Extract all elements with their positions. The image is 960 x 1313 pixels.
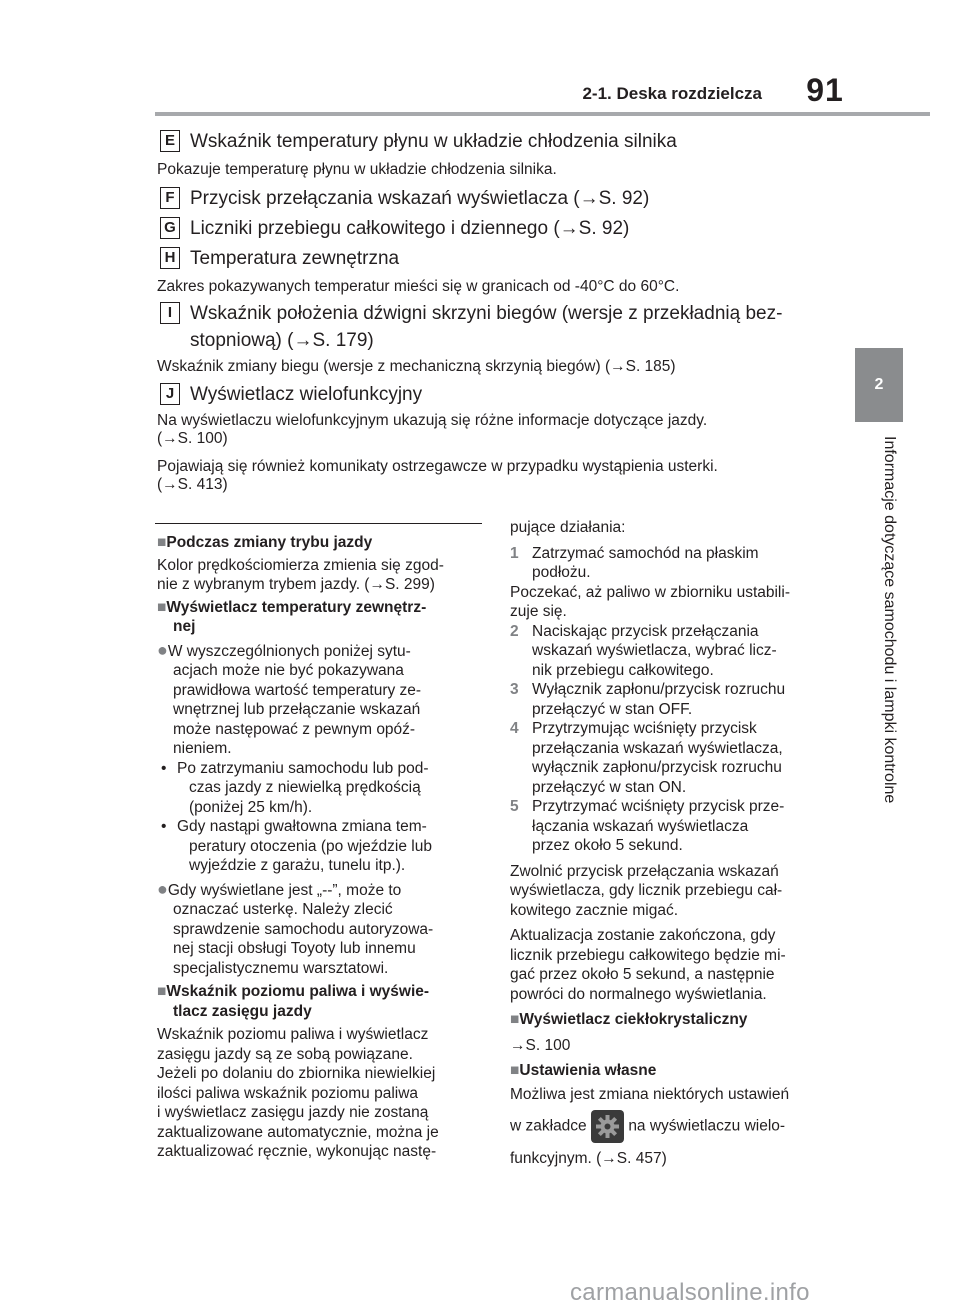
item-title: stopniową) (→S. 179) [190, 330, 374, 351]
item-description: Zakres pokazywanych temperatur mieści się w granicach od -40°C do 60°C. [157, 278, 680, 295]
paragraph: Zwolnić przycisk przełączania wskazań wyświetlacza, gdy licznik przebiegu cał- kowitego zacznie migać. [510, 862, 783, 919]
item-title: Wskaźnik temperatury płynu w układzie chłodzenia silnika [190, 131, 677, 152]
step-item: 4 Przytrzymując wciśnięty przycisk przełączania wskazań wyświetlacza, wyłącznik zapłonu/przycisk rozruchu przełączyć w stan ON. [510, 720, 783, 796]
item-description: Na wyświetlaczu wielofunkcyjnym ukazują się różne informacje dotyczące jazdy. [157, 412, 708, 429]
section-title: 2-1. Deska rozdzielcza [582, 84, 762, 103]
paragraph: pujące działania: [510, 519, 626, 536]
callout-letter: J [160, 383, 180, 405]
item-title: Przycisk przełączania wskazań wyświetlacza (→S. 92) [190, 188, 650, 209]
callout-letter: H [160, 247, 180, 269]
chapter-label: Informacje dotyczące samochodu i lampki kontrolne [881, 436, 898, 804]
watermark: carmanualsonline.info [570, 1279, 810, 1306]
subheading: ■Wskaźnik poziomu paliwa i wyświe- tlacz zasięgu jazdy [157, 983, 430, 1020]
item-description: (→S. 413) [157, 476, 228, 493]
item-title: Wskaźnik położenia dźwigni skrzyni biegów (wersje z przekładnią bez- [190, 303, 783, 324]
item-description: (→S. 100) [157, 430, 228, 447]
right-column [510, 518, 840, 1169]
paragraph: Wskaźnik poziomu paliwa i wyświetlacz zasięgu jazdy są ze sobą powiązane. Jeżeli po dolaniu do zbiornika niewielkiej ilości paliwa wskaźnik poziomu paliwa i wyświetlacz zasięgu jazdy nie zostaną zaktualizowane automatycznie, można je zaktualizować ręcznie, wykonując nastę- [157, 1026, 439, 1160]
paragraph: Możliwa jest zmiana niektórych ustawień [510, 1085, 790, 1103]
page-number: 91 [806, 72, 844, 108]
subheading: ■Wyświetlacz temperatury zewnętrz- nej [157, 598, 427, 635]
column-rule [155, 523, 482, 524]
paragraph: w zakładce na wyświetlaczu wielo- [510, 1110, 840, 1143]
dash-item: • Po zatrzymaniu samochodu lub pod- czas jazdy z niewielką prędkością (poniżej 25 km/h). [161, 759, 429, 816]
item-description: Pokazuje temperaturę płynu w układzie chłodzenia silnika. [157, 161, 557, 178]
header-rule [155, 112, 930, 116]
paragraph: Kolor prędkościomierza zmienia się zgod- nie z wybranym trybem jazdy. (→S. 299) [157, 556, 444, 593]
item-title: Wyświetlacz wielofunkcyjny [190, 384, 423, 405]
step-item: 5 Przytrzymać wciśnięty przycisk prze- łączania wskazań wyświetlacza przez około 5 sekund. [510, 798, 785, 854]
left-column [157, 533, 487, 1162]
subheading: ■Wyświetlacz ciekłokrystaliczny [510, 1011, 748, 1028]
callout-letter: G [160, 217, 180, 239]
chapter-number: 2 [874, 376, 884, 393]
paragraph: Poczekać, aż paliwo w zbiorniku ustabili- zuje się. [510, 583, 790, 620]
bullet-item: ●Gdy wyświetlane jest „--”, może to oznaczać usterkę. Należy zlecić sprawdzenie samochodu autoryzowa- nej stacji obsługi Toyoty lub innemu specjalistycznemu warsztatowi. [157, 878, 434, 977]
item-description: Wskaźnik zmiany biegu (wersje z mechaniczną skrzynią biegów) (→S. 185) [157, 358, 676, 375]
callout-letter: E [160, 130, 180, 152]
item-description: Pojawiają się również komunikaty ostrzegawcze w przypadku wystąpienia usterki. [157, 458, 718, 475]
callout-letter: F [160, 187, 180, 209]
step-item: 2 Naciskając przycisk przełączania wskazań wyświetlacza, wybrać licz- nik przebiegu całkowitego. [510, 622, 777, 679]
dash-item: • Gdy nastąpi gwałtowna zmiana tem- peratury otoczenia (po wjeździe lub wyjeździe z garażu, tunelu itp.). [161, 818, 432, 874]
paragraph: funkcyjnym. (→S. 457) [510, 1150, 667, 1167]
gear-icon [591, 1110, 624, 1143]
step-item: 3 Wyłącznik zapłonu/przycisk rozruchu przełączyć w stan OFF. [510, 681, 786, 718]
bullet-item: ●W wyszczególnionych poniżej sytu- acjach może nie być pokazywana prawidłowa wartość temperatury ze- wnętrznej lub przełączanie wskazań może następować z pewnym opóź- nieniem. [157, 639, 422, 757]
cross-reference: →S. 100 [510, 1036, 571, 1054]
subheading: ■Podczas zmiany trybu jazdy [157, 534, 373, 551]
step-item: 1 Zatrzymać samochód na płaskim podłożu. [510, 544, 759, 581]
callout-letter: I [160, 302, 180, 324]
subheading: ■Ustawienia własne [510, 1062, 657, 1079]
paragraph: Aktualizacja zostanie zakończona, gdy licznik przebiegu całkowitego będzie mi- gać przez około 5 sekund, a następnie powróci do normalnego wyświetlania. [510, 927, 786, 1003]
item-title: Temperatura zewnętrzna [190, 248, 400, 269]
item-title: Liczniki przebiegu całkowitego i dziennego (→S. 92) [190, 218, 630, 239]
